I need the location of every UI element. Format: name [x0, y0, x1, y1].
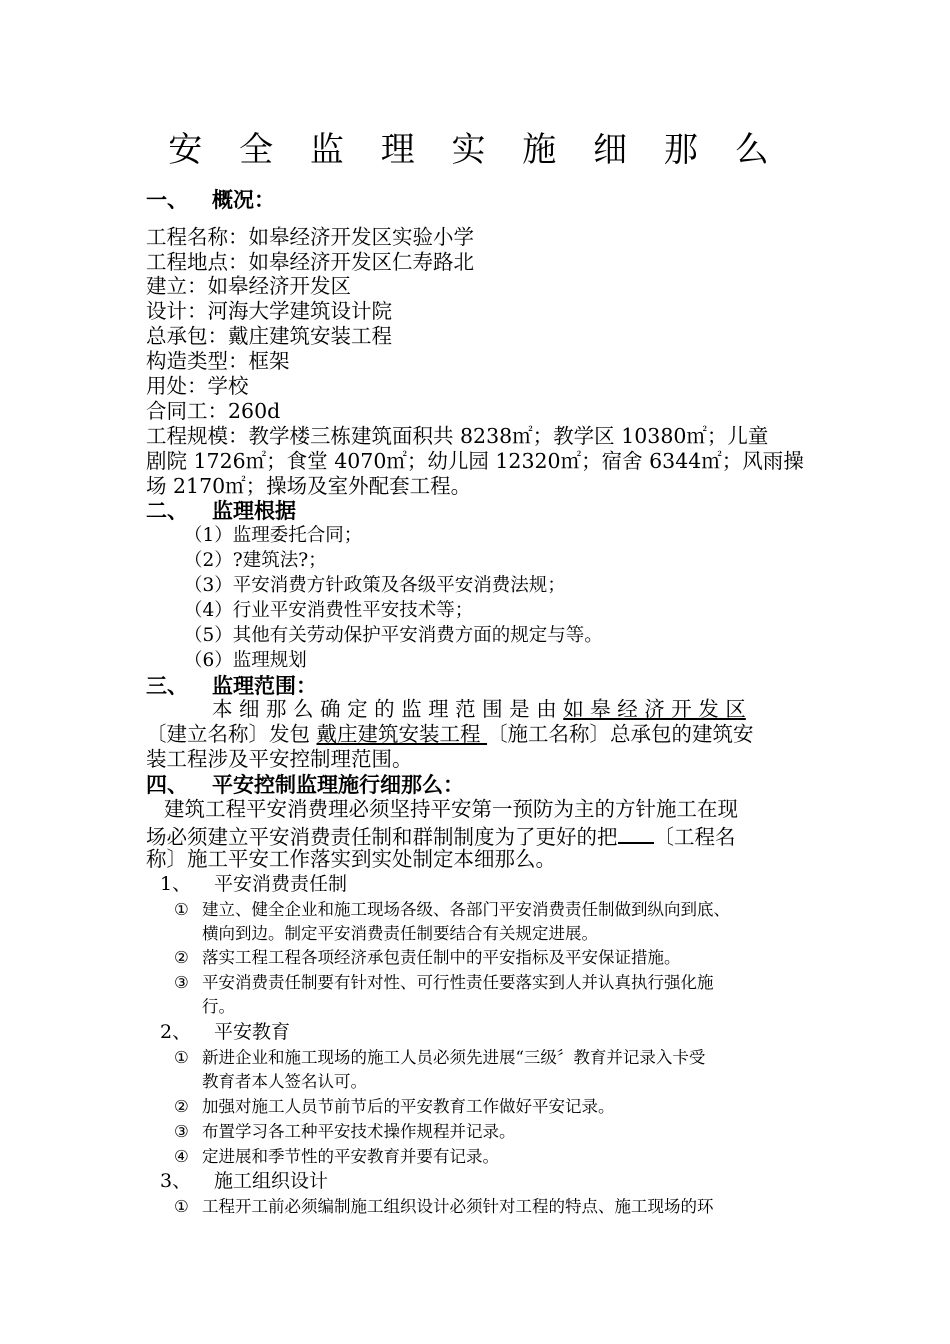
section-title: 监理根据 [212, 498, 296, 523]
blank-underline [618, 822, 654, 844]
info-line: 构造类型：框架 [146, 349, 290, 373]
list-item-continuation: 教育者本人签名认可。 [202, 1072, 367, 1091]
section-heading-basis [146, 498, 296, 524]
subsection-heading: 2、 平安教育 [160, 1021, 291, 1043]
scope-paragraph-line: 本 细 那 么 确 定 的 监 理 范 围 是 由 如 皋 经 济 开 发 区 [212, 697, 746, 721]
list-item: ③ 平安消费责任制要有针对性、可行性责任要落实到人并认真执行强化施 [174, 973, 714, 992]
info-line: 用处：学校 [146, 374, 249, 398]
contractor-name-underlined: 戴庄建筑安装工程 [316, 722, 488, 746]
scope-paragraph-line: 〔建立名称〕发包 戴庄建筑安装工程 〔施工名称〕总承包的建筑安 [146, 722, 754, 746]
basis-item: （5）其他有关劳动保护平安消费方面的规定与等。 [184, 625, 603, 646]
rules-paragraph-line: 场必须建立平安消费责任制和群制制度为了更好的把 〔工程名 [146, 822, 736, 850]
basis-item: （6）监理规划 [184, 650, 307, 671]
list-item: ② 加强对施工人员节前节后的平安教育工作做好平安记录。 [174, 1097, 615, 1116]
section-heading-rules [146, 772, 464, 798]
subsection-heading: 1、 平安消费责任制 [160, 873, 348, 895]
list-item: ① 新进企业和施工现场的施工人员必须先进展“三级〞教育并记录入卡受 [174, 1048, 706, 1067]
section-number: 一、 [146, 187, 188, 212]
basis-item: （2）?建筑法?； [184, 550, 327, 571]
section-title: 概况： [212, 187, 275, 212]
section-title: 平安控制监理施行细那么： [212, 772, 464, 797]
rules-paragraph-line: 建筑工程平安消费理必须坚持平安第一预防为主的方针施工在现 [164, 797, 738, 821]
info-line: 工程名称：如皋经济开发区实验小学 [146, 225, 474, 249]
info-line: 合同工：260d [146, 399, 281, 423]
basis-item: （1）监理委托合同； [184, 525, 363, 546]
info-line: 剧院 1726㎡；食堂 4070㎡；幼儿园 12320㎡；宿舍 6344㎡；风雨操 [146, 449, 804, 473]
section-number: 二、 [146, 498, 188, 523]
scope-paragraph-line: 装工程涉及平安控制理范围。 [146, 747, 413, 771]
rules-paragraph-line: 称〕施工平安工作落实到实处制定本细那么。 [146, 847, 556, 871]
info-line: 工程地点：如皋经济开发区仁寿路北 [146, 250, 474, 274]
section-title: 监理范围： [212, 673, 317, 698]
client-name-underlined: 如 皋 经 济 开 发 区 [563, 697, 746, 721]
section-heading-scope [146, 673, 317, 699]
subsection-heading: 3、 施工组织设计 [160, 1170, 329, 1192]
info-line: 总承包：戴庄建筑安装工程 [146, 324, 392, 348]
info-line: 建立：如皋经济开发区 [146, 274, 351, 298]
section-number: 四、 [146, 772, 188, 797]
info-line: 设计：河海大学建筑设计院 [146, 299, 392, 323]
document-title: 安 全 监 理 实 施 细 那 么 [168, 130, 782, 170]
section-heading-overview [146, 187, 275, 213]
list-item: ③ 布置学习各工种平安技术操作规程并记录。 [174, 1122, 516, 1141]
list-item: ① 工程开工前必须编制施工组织设计必须针对工程的特点、施工现场的环 [174, 1197, 714, 1216]
basis-item: （4）行业平安消费性平安技术等； [184, 600, 474, 621]
list-item-continuation: 行。 [202, 997, 235, 1016]
list-item: ② 落实工程工程各项经济承包责任制中的平安指标及平安保证措施。 [174, 948, 681, 967]
list-item: ① 建立、健全企业和施工现场各级、各部门平安消费责任制做到纵向到底、 [174, 900, 730, 919]
basis-item: （3）平安消费方针政策及各级平安消费法规； [184, 575, 566, 596]
list-item: ④ 定进展和季节性的平安教育并要有记录。 [174, 1147, 499, 1166]
section-number: 三、 [146, 673, 188, 698]
list-item-continuation: 横向到边。制定平安消费责任制要结合有关规定进展。 [202, 924, 598, 943]
info-line: 场 2170㎡；操场及室外配套工程。 [146, 474, 472, 498]
info-line: 工程规模：教学楼三栋建筑面积共 8238㎡；教学区 10380㎡；儿童 [146, 424, 769, 448]
